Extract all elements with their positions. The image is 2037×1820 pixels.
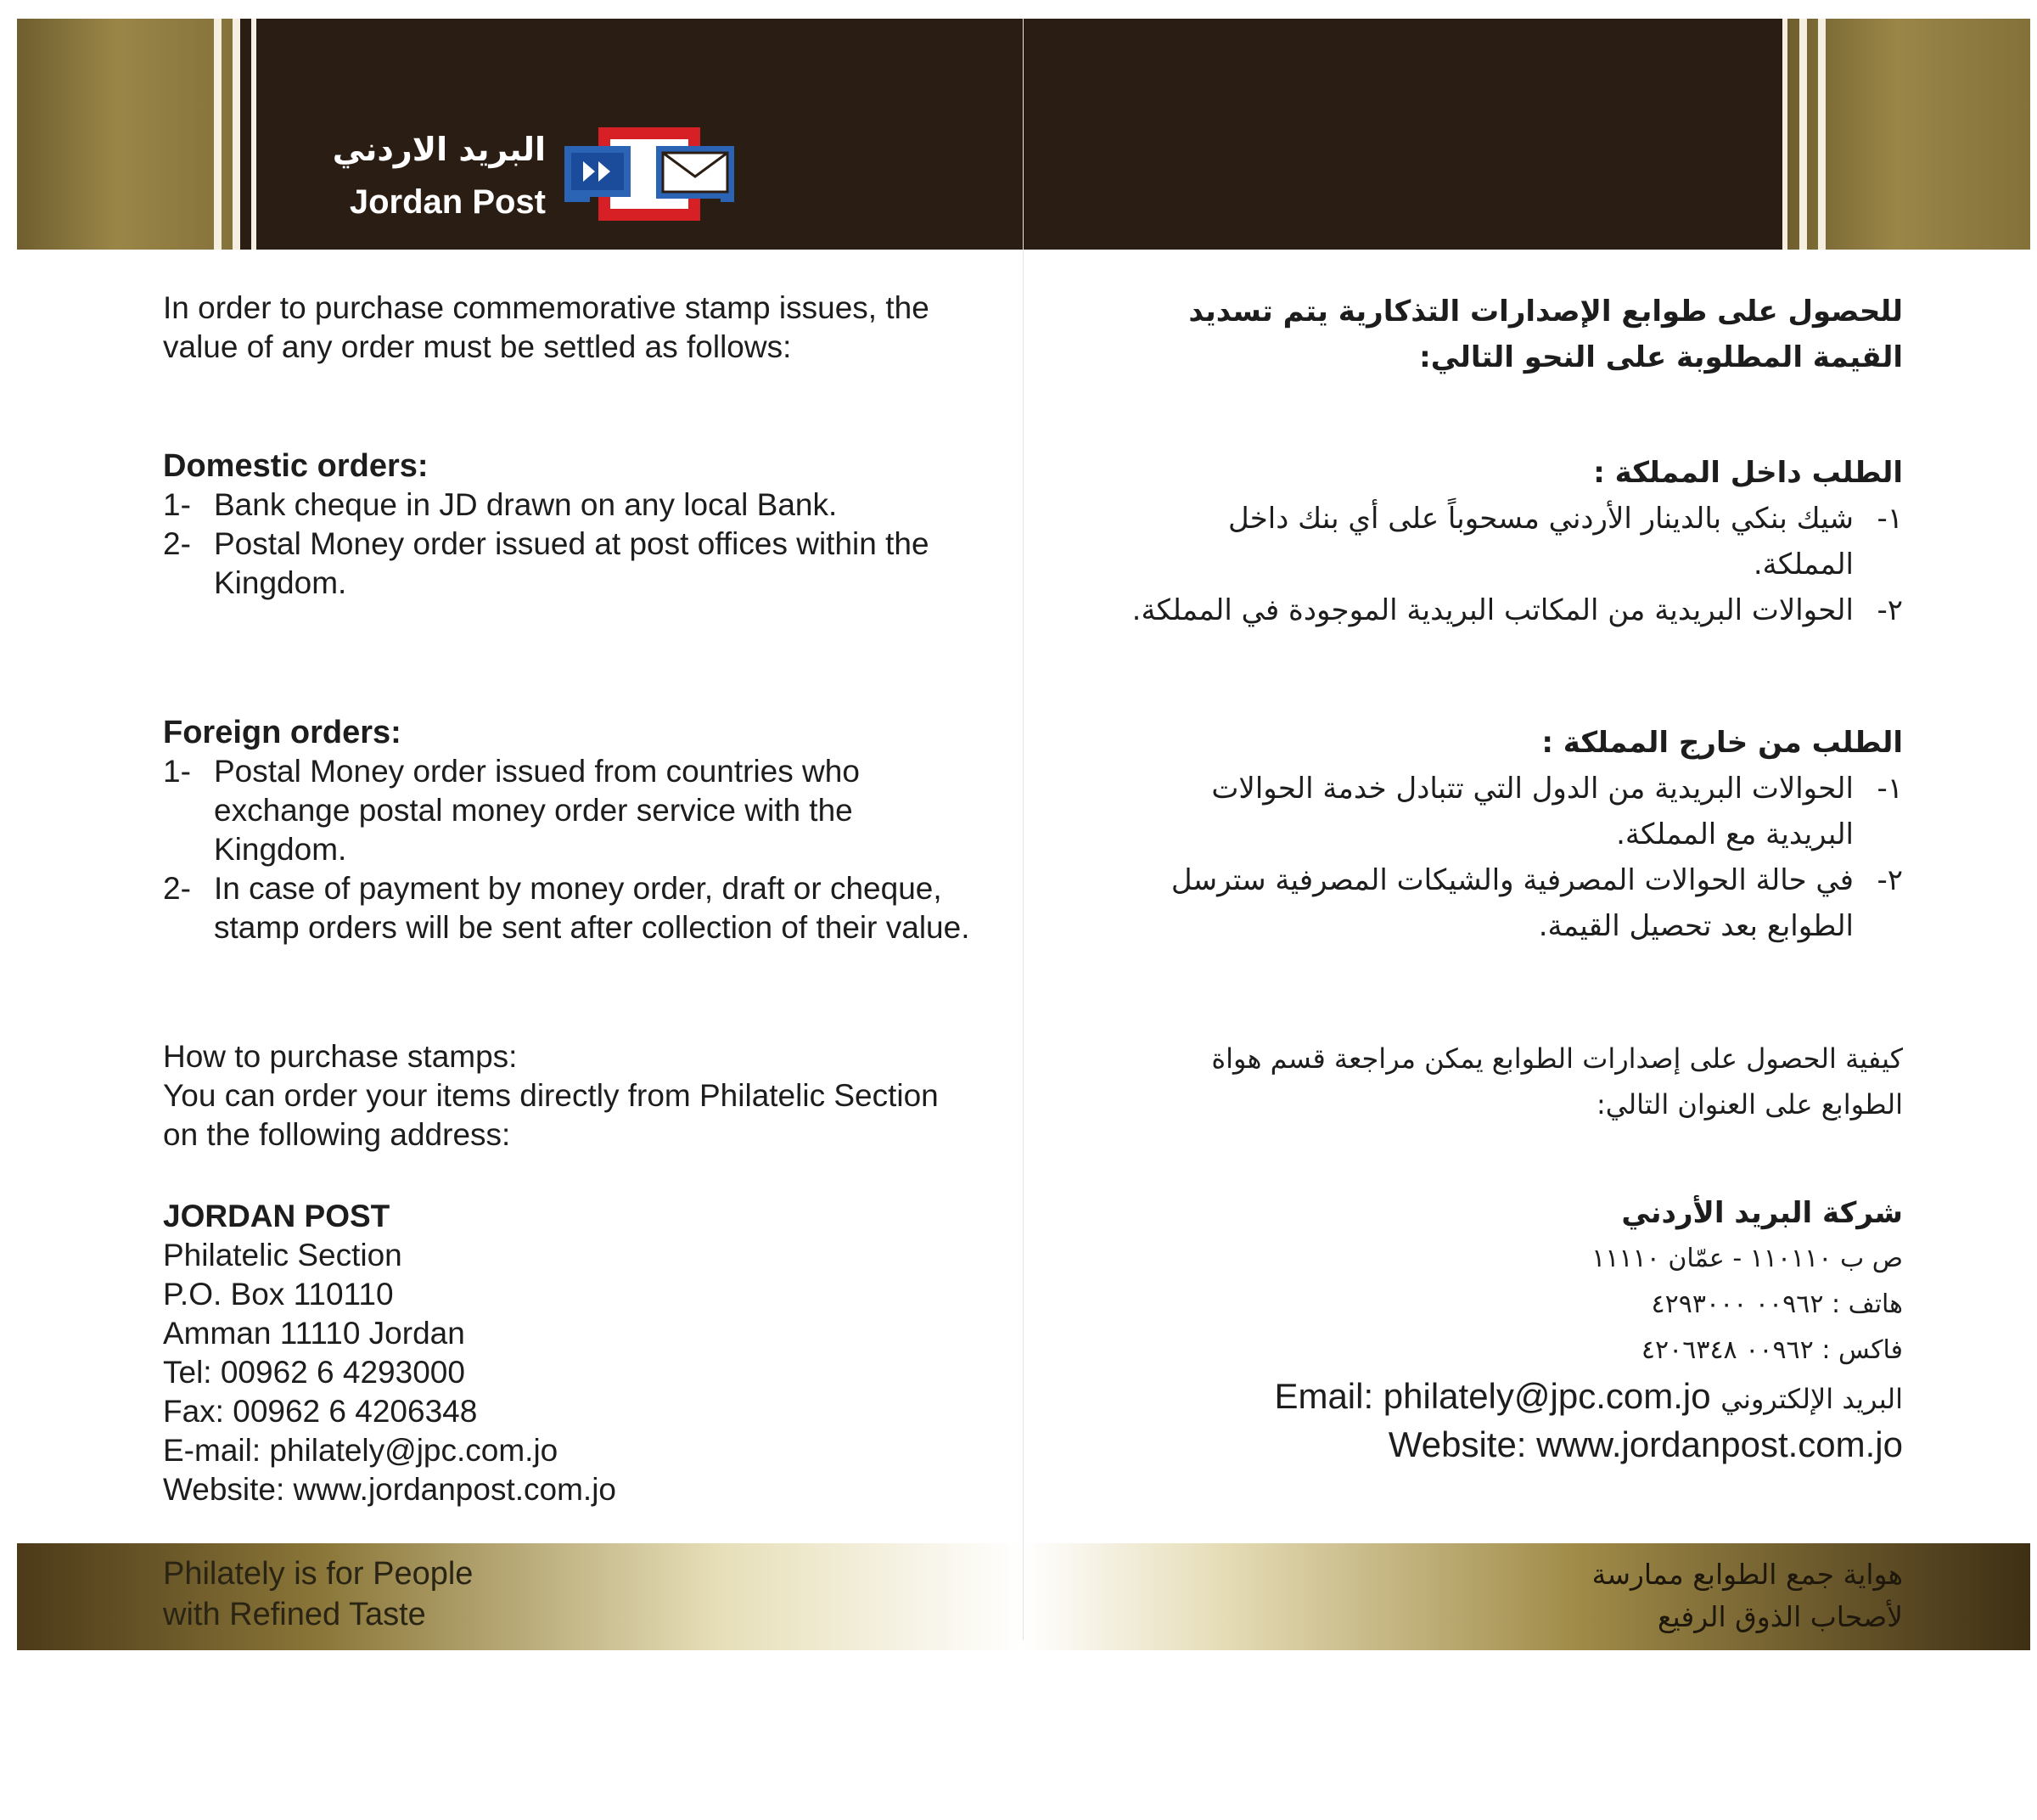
email: E-mail: philately@jpc.com.jo xyxy=(163,1433,558,1468)
foreign-orders-section xyxy=(163,713,978,947)
intro-paragraph xyxy=(163,289,978,367)
item-number: 2- xyxy=(163,871,191,906)
arabic-intro-text: للحصول على طوابع الإصدارات التذكارية يتم تسديد القيمة المطلوبة على النحو التالي: xyxy=(1188,295,1903,374)
arabic-website: Website: www.jordanpost.com.jo xyxy=(1388,1424,1903,1464)
stripe xyxy=(1799,19,1807,250)
foreign-heading: Foreign orders: xyxy=(163,715,401,750)
list-item xyxy=(1122,766,1903,857)
arabic-domestic-heading: الطلب داخل المملكة : xyxy=(1593,456,1903,490)
list-item xyxy=(163,752,978,869)
telephone: Tel: 00962 6 4293000 xyxy=(163,1355,465,1390)
right-header-band xyxy=(1024,19,2030,250)
logo-arabic-text: البريد الاردني xyxy=(332,131,546,168)
list-item xyxy=(1122,587,1903,633)
english-panel xyxy=(17,19,1024,1657)
list-item xyxy=(1122,496,1903,587)
item-number: ٢- xyxy=(1877,593,1903,627)
arabic-telephone: هاتف : ٠٠٩٦٢ ٤٢٩٣٠٠٠ xyxy=(1651,1289,1903,1319)
intro-text: In order to purchase commemorative stamp issues, the value of any order must be settled as follows: xyxy=(163,290,929,364)
fax: Fax: 00962 6 4206348 xyxy=(163,1394,478,1429)
item-number: ٢- xyxy=(1877,863,1903,897)
slogan-line: لأصحاب الذوق الرفيع xyxy=(1657,1600,1903,1633)
email-label: البريد الإلكتروني xyxy=(1720,1383,1903,1415)
slogan-line: with Refined Taste xyxy=(163,1597,426,1632)
po-box: P.O. Box 110110 xyxy=(163,1277,394,1312)
arabic-panel xyxy=(1024,19,2030,1657)
address-block xyxy=(163,1197,978,1509)
item-number: 1- xyxy=(163,754,191,789)
website: Website: www.jordanpost.com.jo xyxy=(163,1472,616,1507)
right-slogan-band xyxy=(1024,1543,2030,1650)
domestic-orders-section xyxy=(163,447,978,603)
stripe xyxy=(1818,19,1826,250)
logo-english-text: Jordan Post xyxy=(349,183,546,221)
arabic-intro xyxy=(1122,289,1903,380)
arabic-foreign-section xyxy=(1122,720,1903,949)
item-text: Postal Money order issued from countries who exchange postal money order service with the Kingdom. xyxy=(214,754,860,867)
arabic-address-block xyxy=(1122,1190,1903,1468)
item-number: 2- xyxy=(163,526,191,561)
arabic-domestic-list xyxy=(1122,496,1903,633)
item-text: في حالة الحوالات المصرفية والشيكات المصرفية سترسل الطوابع بعد تحصيل القيمة. xyxy=(1170,863,1854,943)
stripe xyxy=(1782,19,1787,250)
stripe xyxy=(251,19,256,250)
slogan-line: هواية جمع الطوابع ممارسة xyxy=(1591,1558,1903,1591)
item-text: In case of payment by money order, draft or cheque, stamp orders will be sent after collection of their value. xyxy=(214,871,970,945)
stripe xyxy=(214,19,222,250)
arabic-fax: فاكس : ٠٠٩٦٢ ٤٢٠٦٣٤٨ xyxy=(1641,1335,1903,1365)
list-item xyxy=(163,525,978,603)
item-text: شيك بنكي بالدينار الأردني مسحوباً على أي بنك داخل المملكة. xyxy=(1228,502,1854,581)
email-value: Email: philately@jpc.com.jo xyxy=(1274,1376,1711,1416)
arabic-foreign-heading: الطلب من خارج المملكة : xyxy=(1541,726,1903,760)
howto-text: You can order your items directly from Philatelic Section on the following address: xyxy=(163,1078,939,1152)
gold-block xyxy=(17,19,239,250)
jordan-post-logo xyxy=(332,119,734,238)
item-number: 1- xyxy=(163,487,191,522)
domestic-list xyxy=(163,486,978,603)
item-text: الحوالات البريدية من الدول التي تتبادل خدمة الحوالات البريدية مع المملكة. xyxy=(1211,772,1854,851)
section-name: Philatelic Section xyxy=(163,1238,402,1272)
list-item xyxy=(163,486,978,525)
slogan-arabic xyxy=(1592,1553,1903,1638)
arabic-howto-text: كيفية الحصول على إصدارات الطوابع يمكن مراجعة قسم هواة الطوابع على العنوان التالي: xyxy=(1211,1042,1903,1121)
arabic-howto xyxy=(1122,1036,1903,1127)
item-text: Bank cheque in JD drawn on any local Bank. xyxy=(214,487,838,522)
howto-title: How to purchase stamps: xyxy=(163,1039,518,1074)
slogan-line: Philately is for People xyxy=(163,1556,474,1592)
arabic-po-box: ص ب ١١٠١١٠ - عمّان ١١١١٠ xyxy=(1591,1244,1903,1273)
left-header-band xyxy=(17,19,1024,250)
domestic-heading: Domestic orders: xyxy=(163,448,429,484)
item-number: ١- xyxy=(1877,502,1903,536)
list-item xyxy=(1122,857,1903,949)
foreign-list xyxy=(163,752,978,947)
company-name: JORDAN POST xyxy=(163,1199,390,1233)
envelope-arrows-icon xyxy=(564,127,734,221)
list-item xyxy=(163,869,978,947)
item-text: Postal Money order issued at post offices within the Kingdom. xyxy=(214,526,929,600)
item-number: ١- xyxy=(1877,772,1903,806)
arabic-foreign-list xyxy=(1122,766,1903,949)
left-slogan-band xyxy=(17,1543,1024,1650)
arabic-email-line xyxy=(1122,1373,1903,1422)
arabic-domestic-section xyxy=(1122,450,1903,633)
slogan-english xyxy=(163,1553,473,1635)
arabic-company-name: شركة البريد الأردني xyxy=(1621,1196,1903,1230)
how-to-purchase-section xyxy=(163,1037,978,1154)
city-line: Amman 11110 Jordan xyxy=(163,1316,465,1351)
item-text: الحوالات البريدية من المكاتب البريدية الموجودة في المملكة. xyxy=(1131,593,1854,627)
stripe xyxy=(233,19,240,250)
